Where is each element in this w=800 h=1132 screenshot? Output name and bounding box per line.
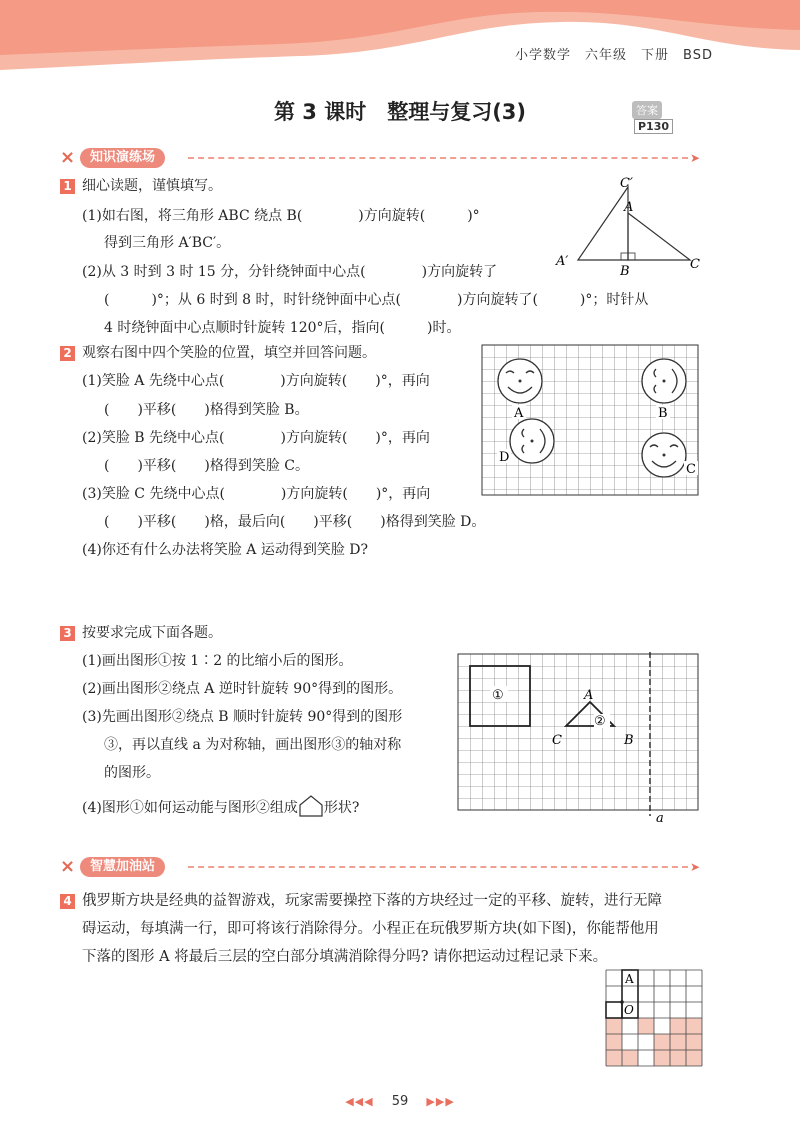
house-shape-icon (298, 794, 324, 818)
point-o-label: O (624, 1003, 634, 1017)
question-text: 形状? (323, 800, 360, 816)
question-line: ③，再以直线 a 为对称轴，画出图形③的轴对称 (104, 737, 402, 753)
question-intro: 按要求完成下面各题。 (82, 625, 222, 641)
question-line: (1)笑脸 A 先绕中心点( )方向旋转( )°，再向 (82, 373, 430, 389)
question-text: (4)图形①如何运动能与图形②组成 (82, 800, 298, 816)
smiley-grid-figure (480, 343, 702, 498)
piece-a-label: A (625, 972, 634, 986)
answer-page: P130 (634, 119, 673, 134)
face-label-c: C (686, 462, 696, 477)
page-number: 59 (391, 1094, 409, 1109)
question-line: (3)先画出图形②绕点 B 顺时针旋转 90°得到的图形 (82, 709, 403, 725)
book-info: 小学数学 六年级 下册 BSD (515, 48, 713, 63)
smiley-a (498, 359, 542, 403)
question-line: (2)画出图形②绕点 A 逆时针旋转 90°得到的图形。 (82, 681, 403, 697)
section-banner-challenge (60, 856, 700, 878)
section-title: 智慧加油站 (80, 857, 165, 877)
question-number: 1 (60, 179, 75, 194)
shape-one-label: ① (492, 688, 504, 703)
question-line: ( )平移( )格，最后向( )平移( )格得到笑脸 D。 (104, 514, 486, 530)
smiley-b (642, 359, 686, 403)
chevron-right-icon: ➤ (690, 860, 701, 874)
face-label-d: D (499, 450, 510, 465)
face-label-b: B (658, 406, 668, 421)
left-arrows-icon: ◀◀◀ (345, 1095, 374, 1108)
tetris-grid-figure (604, 968, 704, 1068)
question-line: 4 时绕钟面中心点顺时针旋转 120°后，指向( )时。 (104, 320, 461, 336)
question-line: 下落的图形 A 将最后三层的空白部分填满消除得分吗? 请你把运动过程记录下来。 (82, 949, 608, 965)
smiley-c (642, 433, 686, 477)
question-intro: 观察右图中四个笑脸的位置，填空并回答问题。 (82, 345, 376, 361)
question-line: (2)笑脸 B 先绕中心点( )方向旋转( )°，再向 (82, 430, 430, 446)
question-line (82, 794, 359, 818)
section-title: 知识演练场 (80, 148, 165, 168)
question-line: (3)笑脸 C 先绕中心点( )方向旋转( )°，再向 (82, 486, 431, 502)
answer-label: 答案 (632, 101, 662, 119)
chevron-right-icon: ➤ (690, 151, 701, 165)
point-a-label: A (584, 688, 594, 703)
question-line: (1)如右图，将三角形 ABC 绕点 B( )方向旋转( )° (82, 208, 480, 224)
question-line: 的图形。 (104, 765, 160, 781)
line-a-label: a (656, 811, 664, 824)
question-line: (4)你还有什么办法将笑脸 A 运动得到笑脸 D? (82, 542, 369, 558)
question-line: 俄罗斯方块是经典的益智游戏，玩家需要操控下落的方块经过一定的平移、旋转，进行无障 (82, 893, 662, 909)
question-line: (2)从 3 时到 3 时 15 分，分针绕钟面中心点( )方向旋转了 (82, 264, 498, 280)
rotation-triangle-figure (550, 175, 710, 280)
section-banner-practice (60, 147, 700, 169)
question-line: (1)画出图形①按 1∶2 的比缩小后的图形。 (82, 653, 353, 669)
right-arrows-icon: ▶▶▶ (426, 1095, 455, 1108)
section-icon: ⨯ (60, 856, 76, 877)
transformation-grid-figure (456, 652, 706, 824)
question-line: ( )平移( )格得到笑脸 B。 (104, 402, 309, 418)
point-c-label: C (552, 733, 562, 748)
question-number: 4 (60, 894, 75, 909)
page-footer (0, 1094, 800, 1109)
smiley-d (510, 419, 554, 463)
question-line: 碍运动，每填满一行，即可将该行消除得分。小程正在玩俄罗斯方块(如下图)，你能帮他用 (82, 921, 659, 937)
question-number: 3 (60, 626, 75, 641)
label-c: C (690, 257, 700, 272)
face-label-a: A (514, 406, 524, 421)
question-line: 得到三角形 A′BC′。 (104, 235, 231, 251)
label-b: B (620, 264, 630, 279)
label-c-prime: C′ (620, 176, 633, 191)
question-line: ( )平移( )格得到笑脸 C。 (104, 458, 310, 474)
question-number: 2 (60, 346, 75, 361)
point-b-label: B (624, 733, 634, 748)
label-a-prime: A′ (556, 254, 569, 269)
question-line: ( )°；从 6 时到 8 时，时针绕钟面中心点( )方向旋转了( )°；时针从 (104, 292, 649, 308)
label-a: A (624, 200, 634, 215)
answer-reference[interactable] (632, 101, 702, 133)
lesson-title: 第 3 课时 整理与复习(3) (273, 100, 527, 124)
section-divider (188, 866, 688, 868)
section-icon: ⨯ (60, 147, 76, 168)
section-divider (188, 157, 688, 159)
question-intro: 细心读题，谨慎填写。 (82, 178, 222, 194)
shape-two-label: ② (594, 714, 606, 729)
